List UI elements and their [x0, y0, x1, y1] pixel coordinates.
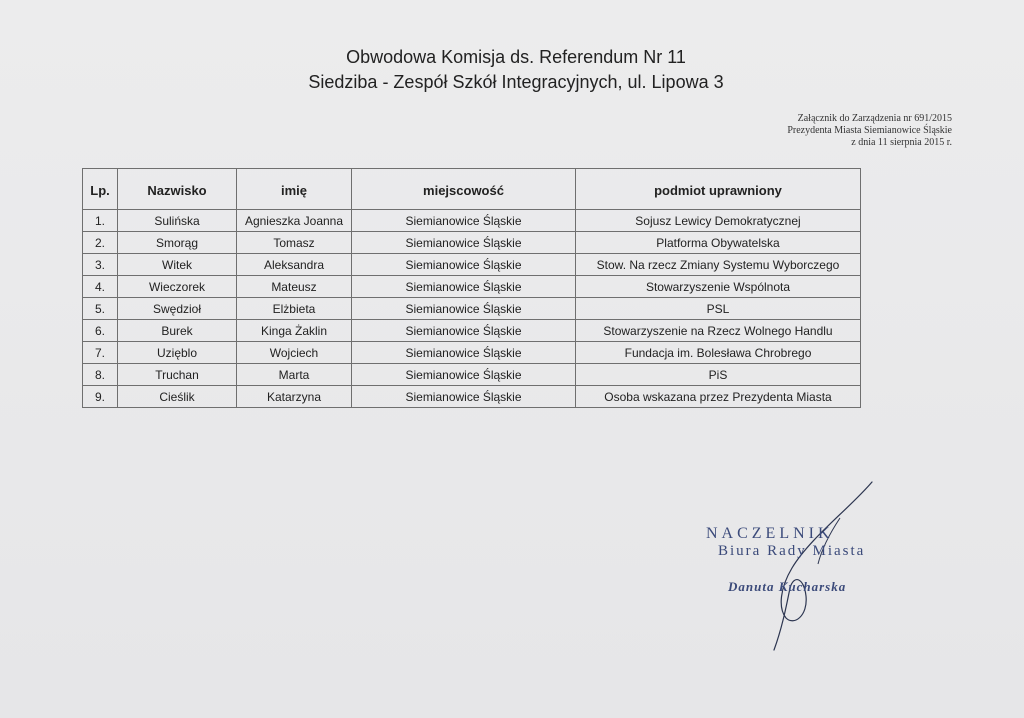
table-row [83, 254, 861, 276]
first-name-cell: Marta [237, 364, 352, 386]
entity-cell: Stow. Na rzecz Zmiany Systemu Wyborczego [576, 254, 861, 276]
surname-cell: Burek [118, 320, 237, 342]
annex-note [787, 113, 952, 149]
surname-cell: Swędzioł [118, 298, 237, 320]
town-cell: Siemianowice Śląskie [352, 232, 576, 254]
town-cell: Siemianowice Śląskie [352, 364, 576, 386]
entity-cell: PiS [576, 364, 861, 386]
entity-cell: PSL [576, 298, 861, 320]
row-number: 9. [83, 386, 118, 408]
row-number: 4. [83, 276, 118, 298]
town-cell: Siemianowice Śląskie [352, 298, 576, 320]
stamp-office: Biura Rady Miasta [718, 543, 866, 559]
document-title: Obwodowa Komisja ds. Referendum Nr 11 [346, 47, 686, 67]
entity-cell: Fundacja im. Bolesława Chrobrego [576, 342, 861, 364]
entity-cell: Sojusz Lewicy Demokratycznej [576, 210, 861, 232]
table-row [83, 364, 861, 386]
town-cell: Siemianowice Śląskie [352, 254, 576, 276]
annex-line: Prezydenta Miasta Siemianowice Śląskie [787, 125, 952, 136]
first-name-cell: Agnieszka Joanna [237, 210, 352, 232]
entity-cell: Osoba wskazana przez Prezydenta Miasta [576, 386, 861, 408]
table-row [83, 210, 861, 232]
surname-cell: Sulińska [118, 210, 237, 232]
town-cell: Siemianowice Śląskie [352, 210, 576, 232]
surname-cell: Uzięblo [118, 342, 237, 364]
first-name-cell: Wojciech [237, 342, 352, 364]
row-number: 7. [83, 342, 118, 364]
first-name-cell: Kinga Żaklin [237, 320, 352, 342]
first-name-cell: Elżbieta [237, 298, 352, 320]
surname-cell: Witek [118, 254, 237, 276]
town-cell: Siemianowice Śląskie [352, 342, 576, 364]
document-subtitle: Siedziba - Zespół Szkół Integracyjnych, ul. Lipowa 3 [308, 72, 724, 92]
row-number: 8. [83, 364, 118, 386]
entity-cell: Platforma Obywatelska [576, 232, 861, 254]
row-number: 5. [83, 298, 118, 320]
official-stamp [706, 525, 886, 595]
surname-cell: Wieczorek [118, 276, 237, 298]
column-header: miejscowość [352, 169, 576, 210]
table-row [83, 342, 861, 364]
table-row [83, 386, 861, 408]
surname-cell: Smorąg [118, 232, 237, 254]
surname-cell: Cieślik [118, 386, 237, 408]
column-header: Lp. [83, 169, 118, 210]
town-cell: Siemianowice Śląskie [352, 320, 576, 342]
row-number: 6. [83, 320, 118, 342]
table-row [83, 320, 861, 342]
row-number: 1. [83, 210, 118, 232]
column-header: imię [237, 169, 352, 210]
column-header: podmiot uprawniony [576, 169, 861, 210]
entity-cell: Stowarzyszenie na Rzecz Wolnego Handlu [576, 320, 861, 342]
annex-line: z dnia 11 sierpnia 2015 r. [851, 137, 952, 148]
first-name-cell: Aleksandra [237, 254, 352, 276]
table-row [83, 298, 861, 320]
town-cell: Siemianowice Śląskie [352, 276, 576, 298]
first-name-cell: Katarzyna [237, 386, 352, 408]
town-cell: Siemianowice Śląskie [352, 386, 576, 408]
stamp-name: Danuta Kucharska [728, 579, 847, 594]
first-name-cell: Mateusz [237, 276, 352, 298]
table-row [83, 232, 861, 254]
table-header-row [83, 169, 861, 210]
entity-cell: Stowarzyszenie Wspólnota [576, 276, 861, 298]
annex-line: Załącznik do Zarządzenia nr 691/2015 [797, 113, 952, 124]
first-name-cell: Tomasz [237, 232, 352, 254]
row-number: 3. [83, 254, 118, 276]
stamp-title: NACZELNIK [706, 525, 834, 542]
surname-cell: Truchan [118, 364, 237, 386]
column-header: Nazwisko [118, 169, 237, 210]
table-row [83, 276, 861, 298]
row-number: 2. [83, 232, 118, 254]
members-table [82, 168, 861, 408]
